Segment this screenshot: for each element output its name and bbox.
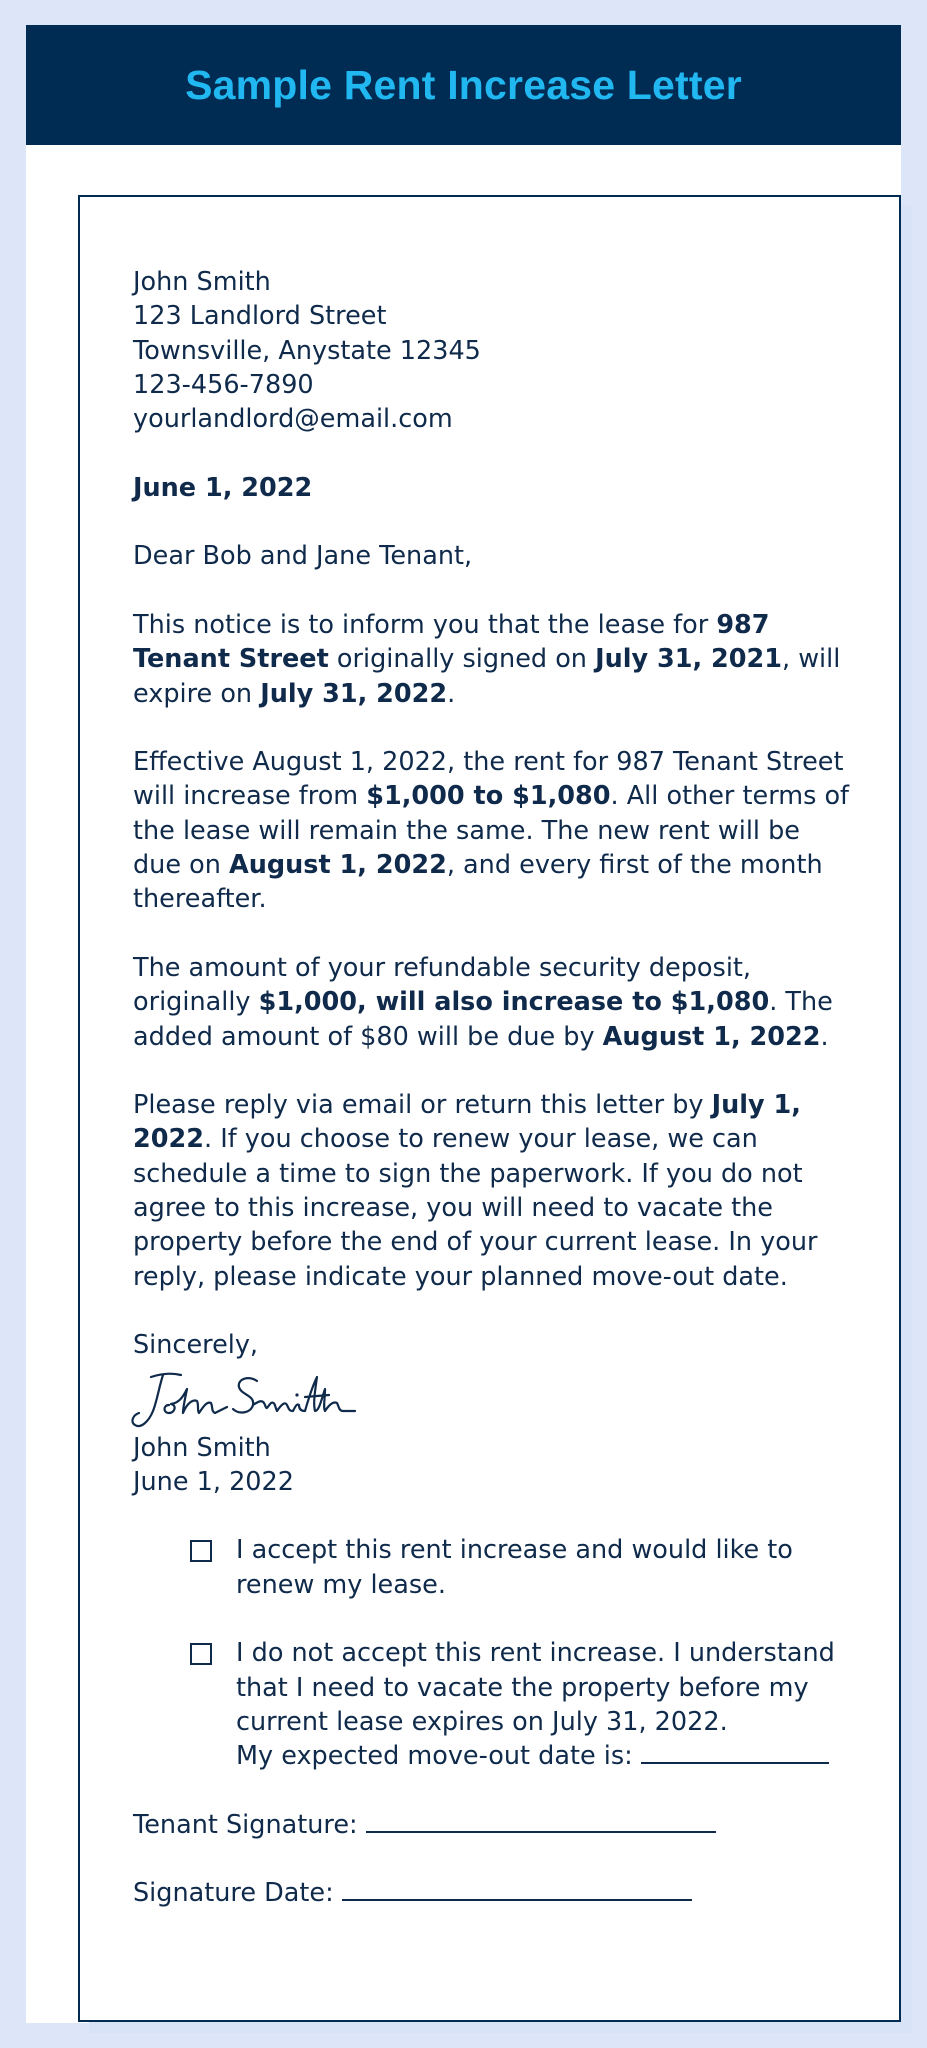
paragraph-reply: Please reply via email or return this letter by July 1, 2022. If you choose to renew your lease, we can schedule a time to sign the paperwork. If you do not agree to this increase, you will need to vacate the property before the end of your current lease. In your reply, please indicate your planned move-out date. — [133, 1090, 818, 1292]
moveout-row — [236, 1739, 853, 1773]
sender-name: John Smith — [133, 267, 271, 297]
sender-phone: 123-456-7890 — [133, 369, 314, 400]
decline-checkbox[interactable] — [190, 1643, 212, 1665]
salutation: Dear Bob and Jane Tenant, — [133, 541, 473, 572]
sender-email: yourlandlord@email.com — [133, 404, 453, 435]
tenant-signature-line[interactable] — [366, 1827, 716, 1833]
moveout-label: My expected move-out date is: — [236, 1741, 633, 1772]
letter-date: June 1, 2022 — [133, 472, 313, 503]
page-frame — [26, 25, 901, 2023]
letter-card — [78, 195, 901, 2022]
header-banner — [26, 25, 901, 145]
signature-date-label: Signature Date: — [133, 1878, 334, 1909]
handwritten-signature — [129, 1367, 361, 1431]
sender-street: 123 Landlord Street — [133, 301, 387, 332]
accept-label: I accept this rent increase and would like to renew my lease. — [236, 1535, 793, 1600]
decline-option — [133, 1636, 853, 1773]
signature-date-row — [133, 1876, 853, 1910]
closing: Sincerely, — [133, 1330, 259, 1361]
accept-checkbox[interactable] — [190, 1540, 212, 1562]
accept-option — [133, 1533, 853, 1602]
paragraph-lease-expiry: This notice is to inform you that the lease for 987 Tenant Street originally signed on July 31, 2021, will expire on July 31, 2022. — [133, 609, 841, 709]
signer-date: June 1, 2022 — [133, 1466, 294, 1497]
sender-city: Townsville, Anystate 12345 — [133, 335, 481, 366]
tenant-signature-row — [133, 1808, 853, 1842]
paragraph-rent-increase: Effective August 1, 2022, the rent for 987 Tenant Street will increase from $1,000 to $1,080. All other terms of the lease will remain the same. The new rent will be due on August 1, 2022, and every first of the month thereafter. — [133, 747, 850, 915]
letter-body — [133, 265, 853, 1911]
signer-name: John Smith — [133, 1432, 271, 1463]
tenant-signature-label: Tenant Signature: — [133, 1809, 358, 1840]
decline-label: I do not accept this rent increase. I understand that I need to vacate the property before my current lease expires on July 31, 2022. — [236, 1638, 835, 1737]
page-title: Sample Rent Increase Letter — [185, 61, 742, 108]
signature-date-line[interactable] — [342, 1895, 692, 1901]
paragraph-deposit: The amount of your refundable security deposit, originally $1,000, will also increase to $1,080. The added amount of $80 will be due by August 1, 2022. — [133, 952, 833, 1052]
moveout-date-line[interactable] — [641, 1758, 829, 1764]
